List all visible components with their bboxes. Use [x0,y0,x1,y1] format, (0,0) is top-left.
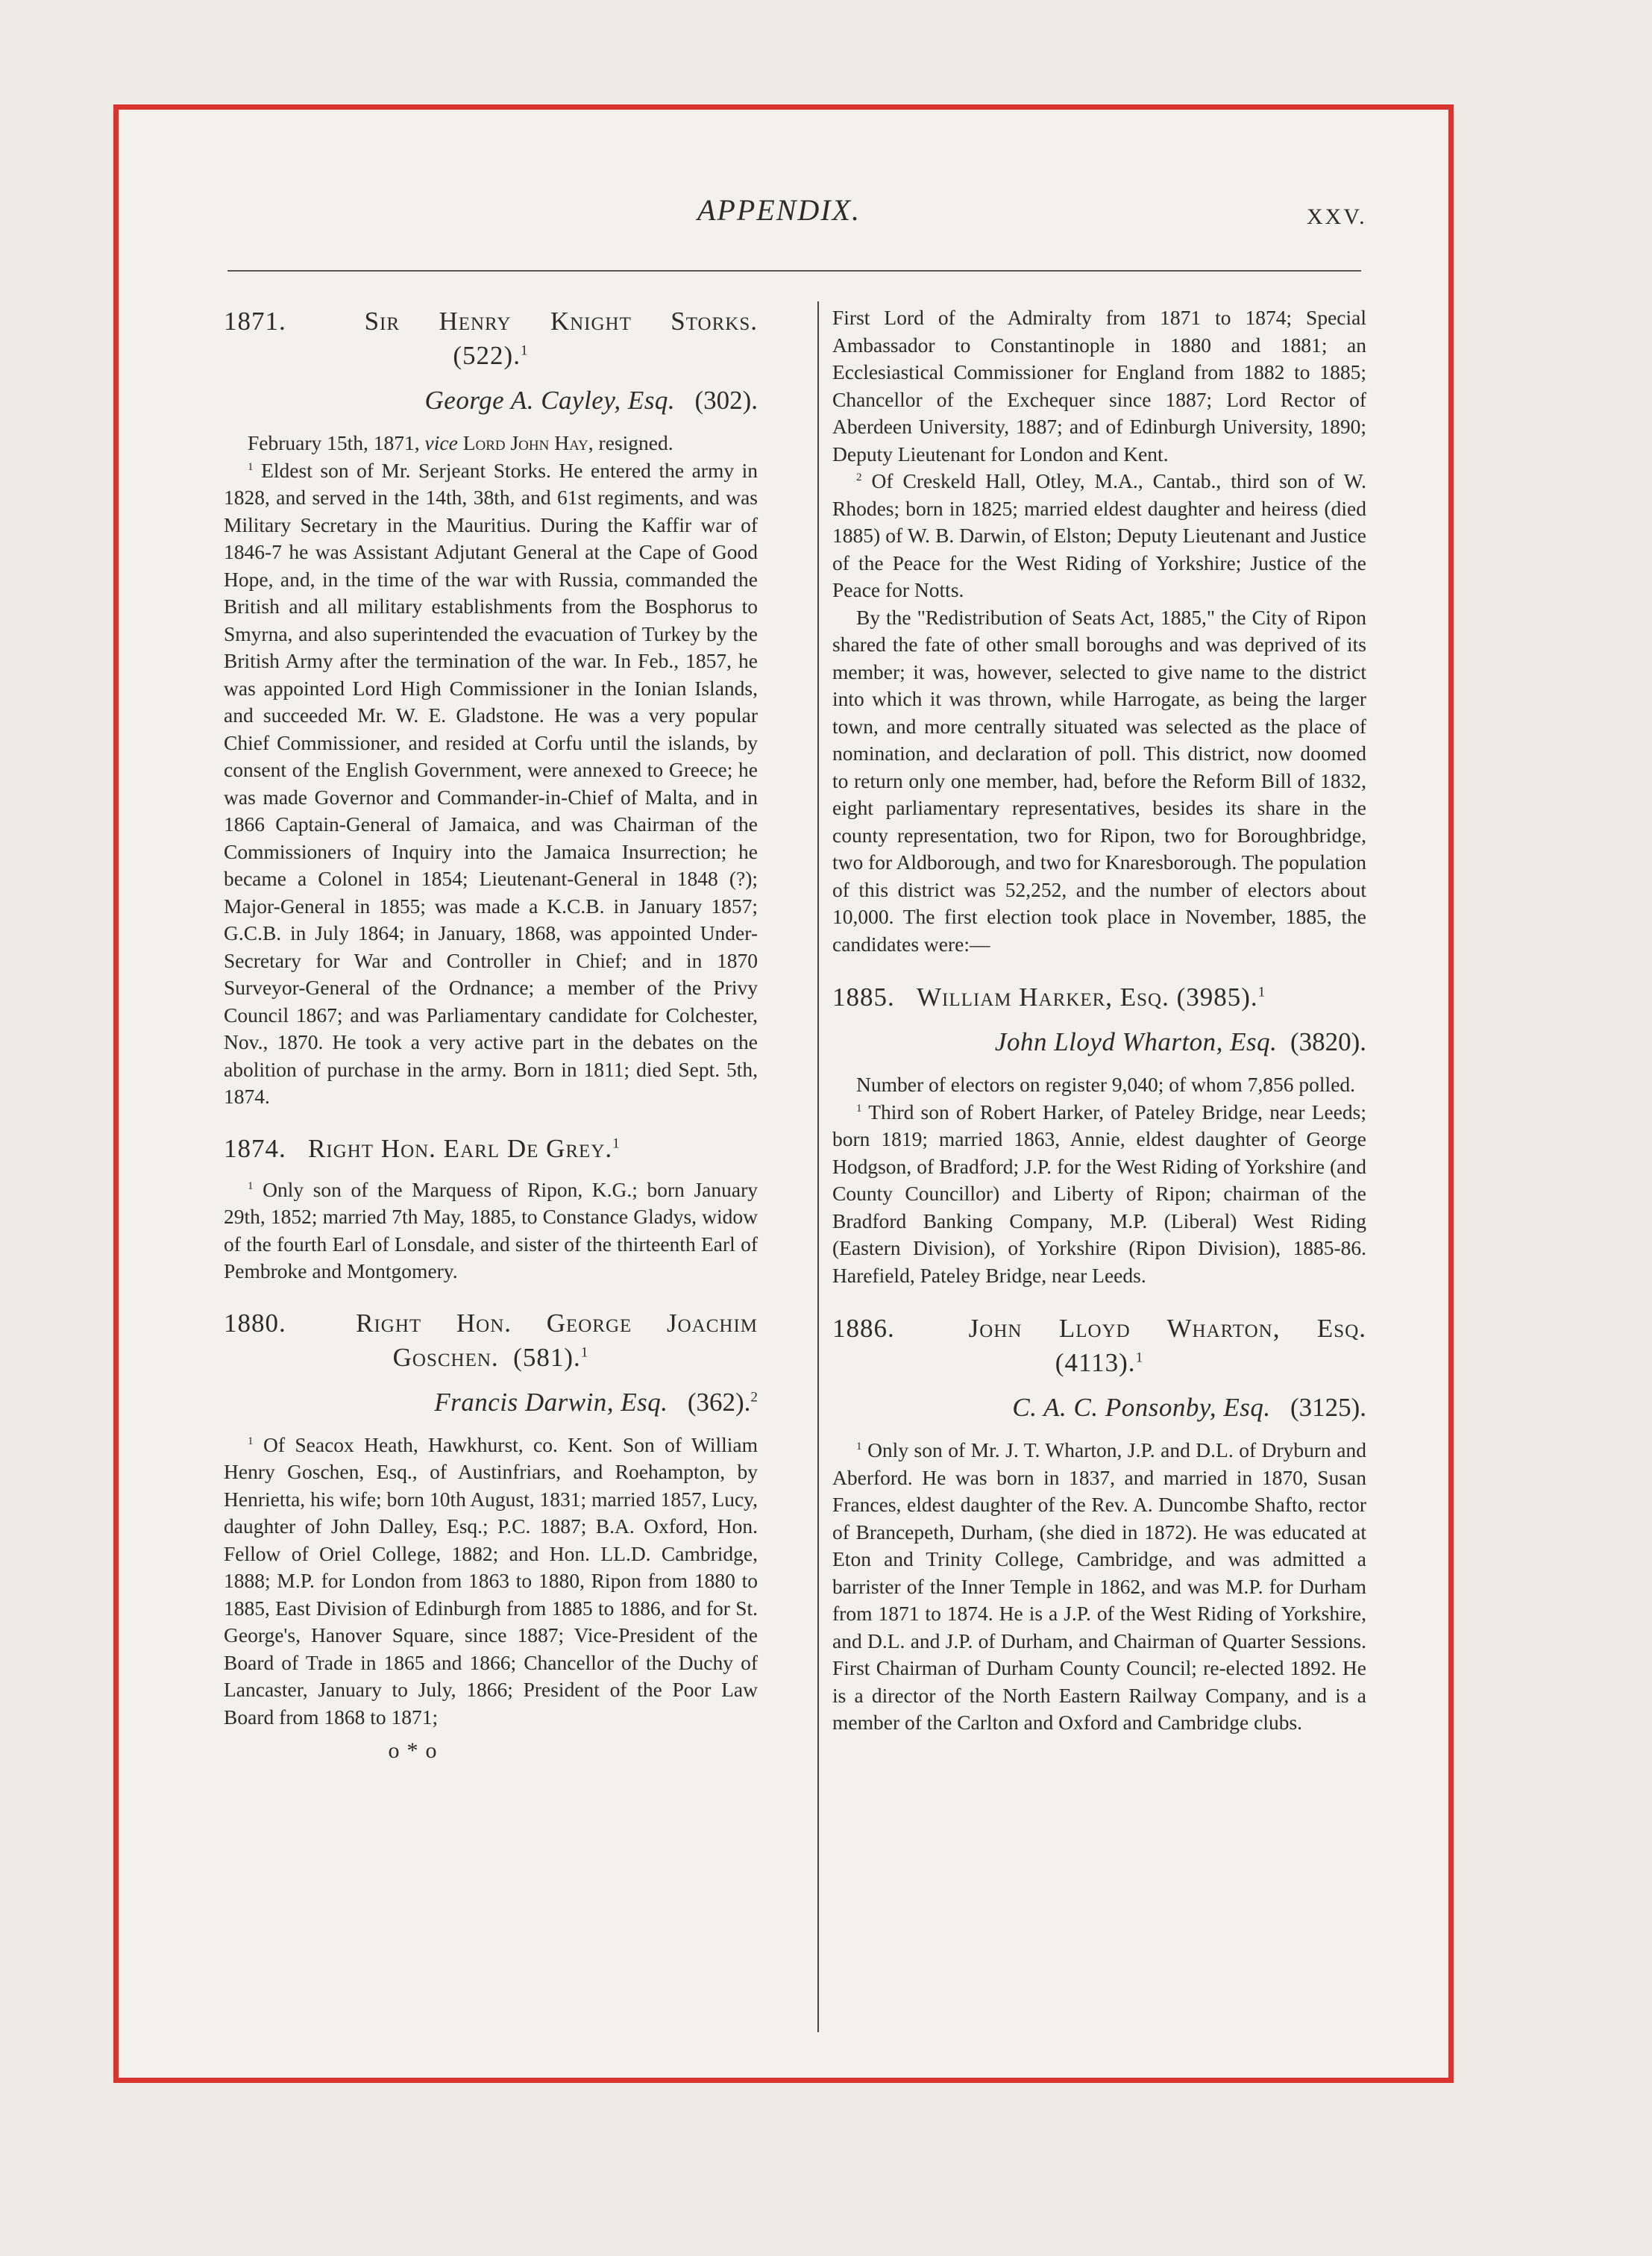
candidate-votes: (362). [687,1387,751,1417]
footnote-ref: 1 [612,1135,621,1151]
vote-count: (522). [453,341,521,370]
vote-count: (3985). [1176,983,1258,1012]
footnote-text: Eldest son of Mr. Serjeant Storks. He entered the army in 1828, and served in the 14th, 38th, and 61st regiments, and was Military Secretary in the Mauritius. During the Kaffir war of 1846-7 he was Assistant Adjutant General at the Cape of Good Hope, and, in the time of the war with Russia, commanded the British and all military establishments from the Bosphorus to Smyrna, and also superintended the evacuation of Turkey by the British Army after the termination of the war. In Feb., 1857, he was appointed Lord High Commissioner in the Ionian Islands, and succeeded Mr. W. E. Gladstone. He was a very popular Chief Commissioner, and resided at Corfu until the islands, by consent of the English Government, were annexed to Greece; he was made Governor and Commander-in-Chief of Malta, and in 1866 Captain-General of Jamaica, and was Chairman of the Commissioners of Inquiry into the Jamaica Insurrection; he became a Colonel in 1854; Lieutenant-General in 1848 (?); Major-General in 1855; was made a K.C.B. in January 1857; G.C.B. in July 1864; in January, 1868, was appointed Under-Secretary for War and Controller in Chief; and in 1870 Surveyor-General of the Ordnance; a member of the Privy Council 1867; and was Parliamentary candidate for Colchester, Nov., 1870. He took a very active part in the debates on the abolition of purchase in the army. Born in 1811; died Sept. 5th, 1874. [224,458,759,1108]
member-name: Right Hon. George Joachim [356,1308,759,1338]
candidate-name: George A. Cayley, Esq. [424,386,676,415]
candidate-name: Francis Darwin, Esq. [434,1387,668,1417]
vote-count: (581). [513,1342,581,1372]
redistribution-paragraph: By the "Redistribution of Seats Act, 1885," the City of Ripon shared the fate of other small boroughs and was deprived of its member; it was, however, selected to give name to the district into which it was thrown, while Harrogate, as being the larger town, and more centrally situated was selected as the place of nomination, and declaration of poll. This district, now doomed to return only one member, had, before the Reform Bill of 1832, eight parliamentary representatives, besides its share in the county representation, two for Ripon, two for Boroughbridge, two for Aldborough, and two for Knaresborough. The population of this district was 52,252, and the number of electors about 10,000. The first election took place in November, 1885, the candidates were:— [832,605,1366,956]
member-name: William Harker, Esq. [917,983,1169,1012]
footnote-ref: 2 [750,1388,758,1405]
candidate-name: C. A. C. Ponsonby, Esq. [1012,1393,1271,1422]
footnote-ref: 1 [520,342,529,359]
member-name: Sir Henry Knight Storks. [364,307,758,336]
right-column [832,304,1366,1737]
member-name: Right Hon. Earl De Grey. [308,1133,613,1163]
left-column [224,304,758,1764]
footnote-mark: 1 [248,460,254,473]
entry-year: 1871. [224,307,286,336]
candidate-name: John Lloyd Wharton, Esq. [994,1027,1278,1056]
candidate-1880 [224,1385,758,1420]
page-number: XXV. [1307,204,1367,229]
entry-heading-1874 [224,1132,758,1166]
footnote-ref: 1 [1135,1350,1144,1366]
candidate-1871 [224,383,758,418]
entry-votes-1880 [224,1341,758,1375]
entry-heading-1871 [224,304,758,339]
entry-heading-1880 [224,1306,758,1341]
entry-votes-1871 [224,339,758,373]
election-date-1871 [224,430,758,457]
candidate-votes: (302). [694,386,758,415]
footnote-text: Only son of Mr. J. T. Wharton, J.P. and D.L. of Dryburn and Aberford. He was born in 1837, and married in 1870, Susan Frances, eldest daughter of the Rev. A. Duncombe Shafto, rector of Brancepeth, Durham, (she died in 1872). He was educated at Eton and Trinity College, Cambridge, and was admitted a barrister of the Inner Temple in 1862, and was M.P. for Durham from 1871 to 1874. He is a J.P. of the West Riding of Yorkshire, and D.L. and J.P. of Durham, and Chairman of Quarter Sessions. First Chairman of Durham County Council; re-elected 1892. He is a director of the North Eastern Railway Company, and is a member of the Carlton and Oxford and Cambridge clubs. [832,1438,1366,1734]
header-rule [227,270,1361,272]
signature-mark: o*o [388,1738,445,1763]
footnote-harker [832,1099,1366,1290]
candidate-1886 [832,1391,1366,1425]
footnote-storks [224,457,758,1111]
footnote-de-grey [224,1176,758,1285]
entry-heading-1885 [832,980,1366,1015]
candidate-1885 [832,1025,1366,1059]
footnote-text: Of Creskeld Hall, Otley, M.A., Cantab., third son of W. Rhodes; born in 1825; married eldest daughter and heiress (died 1885) of W. B. Darwin, of Elston; Deputy Lieutenant and Justice of the Peace for the West Riding of Yorkshire; Justice of the Peace for Notts. [832,469,1366,601]
footnote-darwin [832,468,1366,604]
date-text: February 15th, 1871, [248,431,420,454]
footnote-wharton [832,1437,1366,1737]
candidate-votes: (3125). [1290,1393,1366,1422]
candidate-votes: (3820). [1290,1027,1366,1056]
member-name-cont: Goschen. [392,1342,499,1372]
entry-year: 1874. [224,1133,286,1163]
footnote-mark: 1 [248,1179,254,1192]
column-divider [817,301,819,2032]
goschen-continuation: First Lord of the Admiralty from 1871 to 1874; Special Ambassador to Constantinople in 1880 and 1881; an Ecclesiastical Commissioner for England from 1882 to 1885; Chancellor of the Exchequer since 1887; Lord Rector of Aberdeen University, 1887; and of Edinburgh University, 1890; Deputy Lieutenant for London and Kent. [832,306,1366,466]
vice-text: vice [424,431,458,454]
electors-1885: Number of electors on register 9,040; of whom 7,856 polled. [856,1073,1356,1096]
footnote-text: Third son of Robert Harker, of Pateley Bridge, near Leeds; born 1819; married 1863, Annie, eldest daughter of George Hodgson, of Bradford; J.P. for the West Riding of Yorkshire (and County Councillor) and Liberty of Ripon; chairman of the Bradford Banking Company, M.P. (Liberal) West Riding (Eastern Division), of Yorkshire (Ripon Division), 1885-86. Harefield, Pateley Bridge, near Leeds. [832,1100,1366,1287]
entry-year: 1880. [224,1308,286,1338]
footnote-mark: 1 [248,1435,254,1447]
entry-votes-1886 [832,1346,1366,1380]
footnote-mark: 2 [856,471,862,483]
footnote-mark: 1 [856,1102,862,1115]
entry-heading-1886 [832,1312,1366,1346]
page-header-title: APPENDIX. [697,193,861,227]
footnote-mark: 1 [856,1440,862,1453]
vote-count: (4113). [1055,1348,1136,1377]
entry-year: 1885. [832,983,895,1012]
footnote-text: Of Seacox Heath, Hawkhurst, co. Kent. Son of William Henry Goschen, Esq., of Austinfriars, and Roehampton, by Henrietta, his wife; born 10th August, 1831; married 1857, Lucy, daughter of John Dalley, Esq.; P.C. 1887; B.A. Oxford, Hon. Fellow of Oriel College, 1882; and Hon. LL.D. Cambridge, 1888; M.P. for London from 1863 to 1880, Ripon from 1880 to 1885, East Division of Edinburgh from 1885 to 1886, and for St. George's, Hanover Square, since 1887; Vice-President of the Board of Trade in 1865 and 1866; Chancellor of the Duchy of Lancaster, January to July, 1866; President of the Poor Law Board from 1868 to 1871; [224,1432,759,1729]
entry-year: 1886. [832,1314,895,1343]
footnote-text: Only son of the Marquess of Ripon, K.G.; born January 29th, 1852; married 7th May, 1885, to Constance Gladys, widow of the fourth Earl of Lonsdale, and sister of the thirteenth Earl of Pembroke and Montgomery. [224,1177,759,1282]
member-name: John Lloyd Wharton, Esq. [968,1314,1367,1343]
predecessor-name: Lord John Hay, [462,431,594,454]
footnote-ref: 1 [580,1344,589,1360]
resigned-text: resigned. [598,431,673,454]
footnote-goschen [224,1432,758,1732]
footnote-ref: 1 [1257,984,1266,1000]
